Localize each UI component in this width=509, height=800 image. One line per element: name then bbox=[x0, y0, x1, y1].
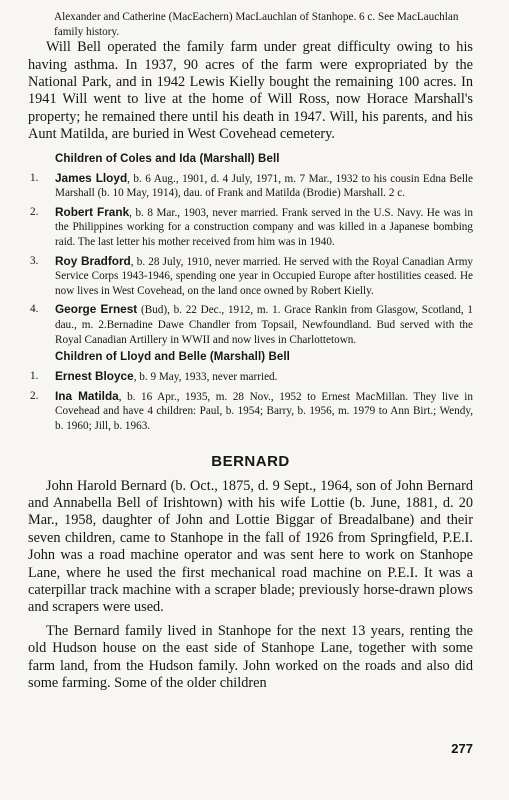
item-number: 3. bbox=[30, 254, 39, 267]
item-number: 1. bbox=[30, 171, 39, 184]
child-name: Ernest Bloyce bbox=[55, 369, 134, 384]
list-item bbox=[28, 171, 473, 201]
paragraph-bernard-family: The Bernard family lived in Stanhope for the next 13 years, renting the old Hudson house on the east side of Stanhope Lane, together with some farm land, from the Hudson family. John worked on the roads and also did some farming. Some of the older children bbox=[28, 622, 473, 691]
list-item bbox=[28, 254, 473, 299]
list-item bbox=[28, 205, 473, 250]
child-details: , b. 28 July, 1910, never married. He served with the Royal Canadian Army Service Corps 1943-1946, spending one year in Occupied Europe after hostilities ceased. He now lives in West Covehead, on the land once owned by Robert Kielly. bbox=[55, 255, 474, 297]
item-number: 4. bbox=[30, 303, 39, 316]
item-number: 1. bbox=[30, 370, 39, 383]
children-list-lloyd-belle bbox=[28, 369, 473, 433]
child-name: Robert Frank bbox=[55, 204, 130, 219]
child-details: , b. 16 Apr., 1935, m. 28 Nov., 1952 to Ernest MacMillan. They live in Covehead and have 4 children: Paul, b. 1954; Barry, b. 1956, m. 1979 to Ann Birt.; Wendy, b. 1960; Jill, b. 1963. bbox=[55, 390, 473, 432]
child-name: George Ernest bbox=[55, 302, 138, 317]
section-heading-coles-ida: Children of Coles and Ida (Marshall) Bell bbox=[55, 152, 280, 165]
page-number: 277 bbox=[451, 741, 473, 756]
child-details: , b. 8 Mar., 1903, never married. Frank served in the U.S. Navy. He was in the Philippines working for a construction company and was killed in a Japanese bombing raid. The last letter his mother received from him was in 1940. bbox=[55, 206, 473, 248]
paragraph-will-bell: Will Bell operated the family farm under great difficulty owing to his having asthma. In 1937, 90 acres of the farm were expropriated by the National Park, and in 1942 Lewis Kielly bought the remaining 100 acres. In 1941 Will went to live at the home of Will Ross, now Horace Marshall's property; he remained there until his death in 1947. Will, his parents, and his Aunt Matilda, are buried in West Covehead cemetery. bbox=[28, 39, 473, 143]
child-name: Ina Matilda bbox=[55, 388, 119, 403]
list-item bbox=[28, 389, 473, 434]
bernard-heading: BERNARD bbox=[211, 452, 290, 470]
children-list-coles-ida bbox=[28, 171, 473, 348]
child-details: , b. 9 May, 1933, never married. bbox=[133, 371, 278, 384]
section-heading-lloyd-belle: Children of Lloyd and Belle (Marshall) Bell bbox=[55, 351, 290, 364]
item-number: 2. bbox=[30, 205, 39, 218]
list-item bbox=[28, 369, 473, 385]
paragraph-john-bernard: John Harold Bernard (b. Oct., 1875, d. 9 Sept., 1964, son of John Bernard and Annabella Bell of Irishtown) with his wife Lottie (b. June, 1881, d. 20 Mar., 1958, daughter of John and Lottie Biggar of Breadalbane) and their seven children, came to Stanhope in the fall of 1926 from Springfield, P.E.I. John was a road machine operator and was sent here to work on Stanhope Lane, where he used the first mechanical road machine on P.E.I. It was a caterpillar track machine with a scraper blade; previously horse-drawn plows and scrapers were used. bbox=[28, 477, 473, 616]
child-details: , b. 6 Aug., 1901, d. 4 July, 1971, m. 7 Mar., 1932 to his cousin Edna Belle Marshall (b. 10 May, 1914), dau. of Frank and Matilda (Brodie) Marshall. 2 c. bbox=[55, 172, 474, 200]
child-details: (Bud), b. 22 Dec., 1912, m. 1. Grace Rankin from Glasgow, Scotland, 1 dau., m. 2.Bernadine Dawe Chandler from Topsail, Newfoundland. Bud served with the Royal Canadian Artillery in WWII and now lives in Charlottetown. bbox=[55, 304, 473, 346]
intro-line: Alexander and Catherine (MacEachern) MacLauchlan of Stanhope. 6 c. See MacLauchlan family history. bbox=[54, 11, 459, 38]
child-name: James Lloyd bbox=[55, 170, 128, 185]
child-name: Roy Bradford bbox=[55, 253, 131, 268]
item-number: 2. bbox=[30, 389, 39, 402]
list-item bbox=[28, 302, 473, 347]
